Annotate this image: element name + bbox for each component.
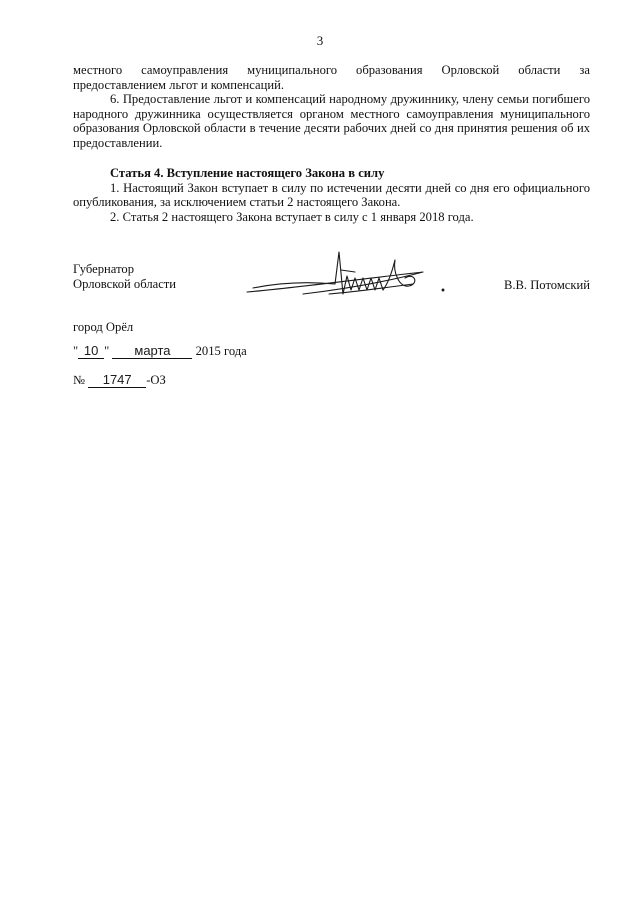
- date-quote-close: ": [104, 344, 110, 358]
- law-number-line: [73, 373, 166, 388]
- article-item-2: 2. Статья 2 настоящего Закона вступает в силу с 1 января 2018 года.: [110, 209, 474, 224]
- paragraph-item-6: 6. Предоставление льгот и компенсаций народному дружиннику, члену семьи погибшего народного дружинника осуществляется органом местного самоуправления муниципального образования Орловской области в течение десяти рабочих дней со дня принятия решения об их предоставлении.: [73, 92, 590, 150]
- date-month: марта: [112, 344, 192, 359]
- date-quote-open: ": [73, 344, 79, 358]
- article-item-1: 1. Настоящий Закон вступает в силу по истечении десяти дней со дня его официального опубликования, за исключением статьи 2 настоящего Закона.: [73, 180, 590, 210]
- article-4-section: [73, 166, 590, 224]
- date-day: 10: [78, 344, 104, 359]
- law-number: 1747: [88, 373, 146, 388]
- law-number-suffix: -ОЗ: [146, 373, 166, 387]
- signatory-title-line-1: Губернатор: [73, 262, 134, 276]
- date-year: 2015 года: [195, 344, 247, 358]
- date-line: [73, 344, 247, 359]
- signature-block: [73, 262, 590, 312]
- handwritten-signature: [243, 248, 463, 310]
- article-heading: Статья 4. Вступление настоящего Закона в силу: [110, 166, 385, 180]
- paragraph-continuation: местного самоуправления муниципального образования Орловской области за предоставлением льгот и компенсаций.: [73, 63, 590, 92]
- signatory-title: [73, 262, 176, 291]
- page-number: 3: [316, 33, 324, 48]
- law-number-prefix: №: [73, 373, 86, 387]
- signatory-name: В.В. Потомский: [503, 278, 590, 292]
- city-name: город Орёл: [73, 320, 134, 334]
- signatory-title-line-2: Орловской области: [73, 276, 177, 291]
- body-text-top: [73, 63, 590, 151]
